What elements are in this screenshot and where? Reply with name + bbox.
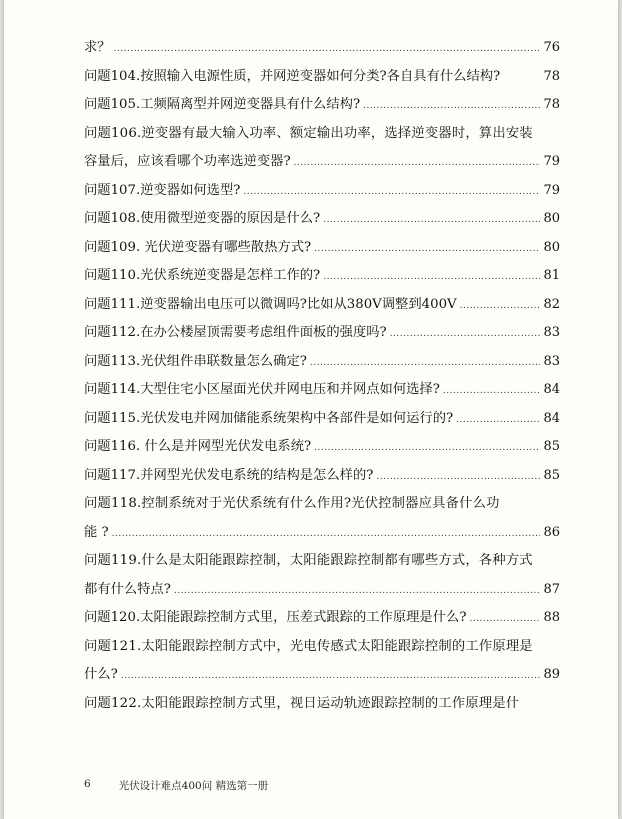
dot-leader xyxy=(460,301,541,311)
toc-entry[interactable] xyxy=(84,150,560,179)
toc-entry[interactable] xyxy=(84,464,560,493)
toc-entry[interactable] xyxy=(84,578,560,607)
dot-leader xyxy=(469,614,540,624)
toc-entry-text: 问题105.工频隔离型并网逆变器具有什么结构? xyxy=(84,97,361,112)
dot-leader xyxy=(114,44,541,54)
toc-entry-page: 76 xyxy=(543,40,560,55)
toc-entry[interactable] xyxy=(84,549,560,578)
toc-entry-text: 都有什么特点? xyxy=(84,581,171,597)
toc-entry-text: 问题119.什么是太阳能跟踪控制，太阳能跟踪控制都有哪些方式，各种方式 xyxy=(84,553,533,568)
dot-leader xyxy=(456,415,540,425)
dot-leader xyxy=(390,329,541,339)
toc-entry-page: 84 xyxy=(543,382,560,397)
toc-entry-page: 79 xyxy=(543,154,560,169)
toc-entry[interactable] xyxy=(84,321,560,350)
toc-entry-text: 问题109. 光伏逆变器有哪些散热方式? xyxy=(84,239,312,255)
toc-entry[interactable] xyxy=(84,378,560,407)
toc-entry-text: 容量后，应该看哪个功率选逆变器? xyxy=(84,154,291,169)
toc-entry-page: 85 xyxy=(543,439,560,454)
toc-entry-page: 78 xyxy=(543,97,560,112)
toc-entry-text: 问题117.并网型光伏发电系统的结构是怎么样的? xyxy=(84,467,374,483)
toc-entry[interactable] xyxy=(84,293,560,322)
toc-entry-page: 88 xyxy=(543,610,560,625)
toc-entry-text: 问题113.光伏组件串联数量怎么确定? xyxy=(84,353,307,369)
toc-entry[interactable] xyxy=(84,635,560,664)
toc-entry-text: 什么? xyxy=(84,667,118,682)
footer-page-number: 6 xyxy=(84,778,91,790)
toc-entry-text: 能 ? xyxy=(84,524,109,540)
table-of-contents xyxy=(84,36,560,720)
toc-entry-page: 80 xyxy=(543,211,560,226)
dot-leader xyxy=(443,386,541,396)
toc-entry[interactable] xyxy=(84,207,560,236)
dot-leader xyxy=(310,358,541,368)
toc-entry-text: 问题116. 什么是并网型光伏发电系统? xyxy=(84,439,312,454)
toc-entry-page: 81 xyxy=(543,268,560,283)
toc-entry-text: 问题110.光伏系统逆变器是怎样工作的? xyxy=(84,268,321,283)
toc-entry[interactable] xyxy=(84,407,560,436)
toc-entry-page: 82 xyxy=(543,296,560,312)
toc-entry-page: 83 xyxy=(543,353,560,369)
dot-leader xyxy=(243,187,540,197)
toc-entry[interactable] xyxy=(84,606,560,635)
toc-entry-text: 问题108.使用微型逆变器的原因是什么? xyxy=(84,211,321,226)
toc-entry-text: 问题106.逆变器有最大输入功率、额定输出功率，选择逆变器时，算出安装 xyxy=(84,125,533,141)
dot-leader xyxy=(174,586,541,596)
toc-entry[interactable] xyxy=(84,36,560,65)
toc-entry-text: 问题111.逆变器输出电压可以微调吗?比如从380V调整到400V xyxy=(84,296,457,312)
toc-entry[interactable] xyxy=(84,93,560,122)
toc-entry[interactable] xyxy=(84,264,560,293)
page-footer xyxy=(84,778,268,793)
toc-entry[interactable] xyxy=(84,663,560,692)
toc-entry-text: 求？ xyxy=(84,40,111,55)
toc-entry-text: 问题120.太阳能跟踪控制方式里，压差式跟踪的工作原理是什么? xyxy=(84,610,467,625)
toc-entry-text: 问题115.光伏发电并网加储能系统架构中各部件是如何运行的? xyxy=(84,410,454,426)
dot-leader xyxy=(323,272,540,282)
toc-entry-text: 问题114.大型住宅小区屋面光伏并网电压和并网点如何选择? xyxy=(84,382,440,397)
toc-entry-text: 问题112.在办公楼屋顶需要考虑组件面板的强度吗? xyxy=(84,325,387,340)
toc-entry[interactable] xyxy=(84,122,560,151)
document-page xyxy=(4,0,618,819)
toc-entry[interactable] xyxy=(84,492,560,521)
toc-entry[interactable] xyxy=(84,179,560,208)
footer-book-title: 光伏设计难点400问 精选第一册 xyxy=(118,780,269,792)
toc-entry[interactable] xyxy=(84,350,560,379)
toc-entry-text: 问题118.控制系统对于光伏系统有什么作用?光伏控制器应具备什么功 xyxy=(84,496,500,511)
dot-leader xyxy=(314,443,540,453)
toc-entry-text: 问题121.太阳能跟踪控制方式中，光电传感式太阳能跟踪控制的工作原理是 xyxy=(84,638,533,654)
toc-entry[interactable] xyxy=(84,521,560,550)
dot-leader xyxy=(294,158,541,168)
toc-entry[interactable] xyxy=(84,65,560,94)
toc-entry-page: 80 xyxy=(543,239,560,255)
toc-entry-page: 86 xyxy=(543,524,560,540)
toc-entry-page: 78 xyxy=(543,68,560,84)
toc-entry-page: 84 xyxy=(543,410,560,426)
toc-entry[interactable] xyxy=(84,435,560,464)
dot-leader xyxy=(112,529,541,539)
dot-leader xyxy=(323,215,540,225)
toc-entry-page: 83 xyxy=(543,325,560,340)
toc-entry-text: 问题122.太阳能跟踪控制方式里，视日运动轨迹跟踪控制的工作原理是什 xyxy=(84,695,520,711)
dot-leader xyxy=(376,472,540,482)
toc-entry[interactable] xyxy=(84,692,560,721)
toc-entry-page: 87 xyxy=(543,581,560,597)
toc-entry-page: 89 xyxy=(543,667,560,682)
toc-entry[interactable] xyxy=(84,236,560,265)
dot-leader xyxy=(121,671,541,681)
toc-entry-text: 问题107.逆变器如何选型? xyxy=(84,182,241,198)
dot-leader xyxy=(314,244,540,254)
toc-entry-page: 85 xyxy=(543,467,560,483)
dot-leader xyxy=(363,101,540,111)
toc-entry-text: 问题104.按照输入电源性质，并网逆变器如何分类?各自具有什么结构? xyxy=(84,68,501,84)
toc-entry-page: 79 xyxy=(543,182,560,198)
